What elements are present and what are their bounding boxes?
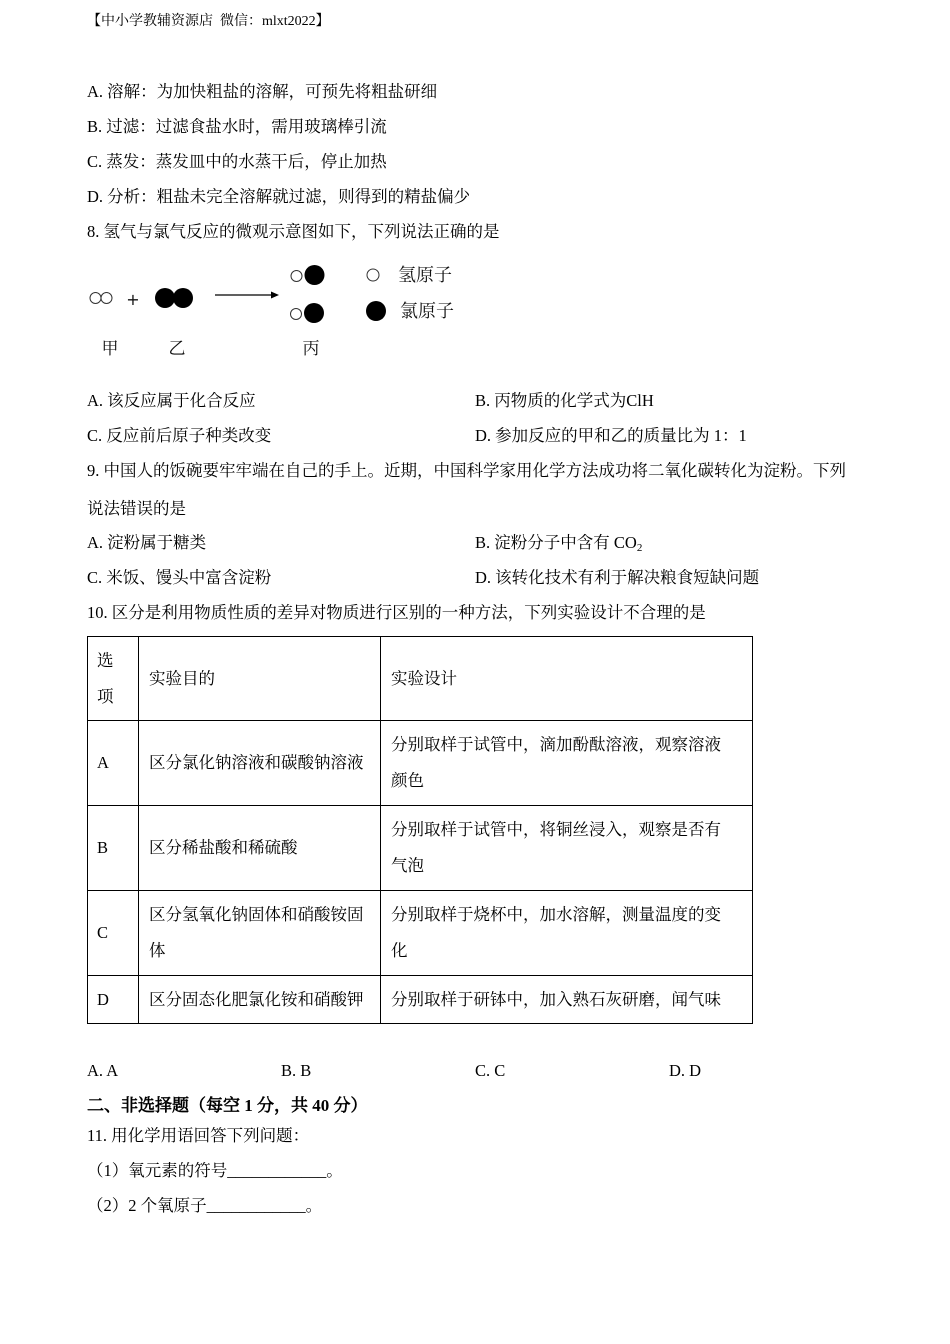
diagram-legend [366,265,454,322]
option-text: D [97,989,109,1009]
header-purpose-text: 实验目的 [149,668,215,688]
header-option-line-1: 选 [97,650,114,670]
chlorine-atom-circle [304,303,324,323]
table-row [88,806,753,891]
header-cell-option [88,637,139,721]
q10-option-d: D. D [669,1061,702,1080]
q8-option-a: A. 该反应属于化合反应 [87,391,256,410]
header-design-text: 实验设计 [391,668,457,688]
design-line: 分别取样于试管中，滴加酚酞溶液，观察溶液 [391,735,721,754]
chlorine-atom-circle [173,288,193,308]
option-text: B [97,838,109,857]
design-line: 颜色 [391,771,424,790]
hydrogen-atom-circle [90,293,101,304]
q7-option-b: B. 过滤：过滤食盐水时，需用玻璃棒引流 [87,117,387,136]
legend-chlorine-label: 氯原子 [400,301,454,322]
arrow-head [271,292,279,299]
q10-stem: 10. 区分是利用物质性质的差异对物质进行区别的一种方法，下列实验设计不合理的是 [87,603,706,622]
q9-option-d: D. 该转化技术有利于解决粮食短缺问题 [475,568,760,587]
table-row [88,721,753,806]
cell-purpose [139,806,381,891]
cell-purpose [139,721,381,806]
reactant-jia-molecule [90,293,112,304]
q11-part-2: （2）2 个氧原子____________。 [87,1196,323,1215]
reaction-arrow [215,292,279,299]
cell-purpose [139,891,381,976]
design-line: 分别取样于研钵中，加入熟石灰研磨，闻气味 [391,989,721,1009]
chlorine-atom-circle [155,288,175,308]
legend-hydrogen-icon [367,269,379,281]
q8-stem: 8. 氢气与氯气反应的微观示意图如下，下列说法正确的是 [87,222,500,241]
q11-stem: 11. 用化学用语回答下列问题： [87,1126,310,1145]
q10-option-a: A. A [87,1061,119,1080]
table-row [88,891,753,976]
cell-option [88,891,139,976]
purpose-line: 体 [149,941,166,960]
header-option-line-2: 项 [97,686,114,706]
plus-sign: + [126,290,140,309]
design-line: 化 [391,941,408,960]
cell-option [88,976,139,1024]
cell-design [381,976,753,1024]
chlorine-atom-circle [305,265,325,285]
cell-design [381,891,753,976]
hydrogen-atom-circle [291,271,302,282]
label-bing: 丙 [302,339,320,359]
page-header: 【中小学教辅资源店 微信：mlxt2022】 [87,14,330,29]
reactant-yi-molecule [155,288,193,308]
table-row [88,976,753,1024]
purpose-line: 区分稀盐酸和稀硫酸 [149,838,298,857]
product-bing-molecule-bottom [291,303,325,323]
q8-option-d: D. 参加反应的甲和乙的质量比为 1：1 [475,426,747,445]
product-bing-molecule-top [291,265,325,285]
q9-option-b [475,533,642,553]
table-header-row [88,637,753,721]
q11-part-1: （1）氧元素的符号____________。 [87,1161,343,1180]
design-line: 分别取样于试管中，将铜丝浸入，观察是否有 [391,820,721,839]
q9-option-b-subscript: 2 [636,542,643,554]
option-text: A [97,753,109,772]
legend-chlorine-icon [366,301,386,321]
q8-option-b: B. 丙物质的化学式为ClH [475,391,654,410]
hydrogen-atom-circle [101,293,112,304]
purpose-line: 区分氢氧化钠固体和硝酸铵固 [149,905,364,924]
legend-hydrogen-label: 氢原子 [398,265,452,286]
q9-option-c: C. 米饭、馒头中富含淀粉 [87,568,272,587]
label-yi: 乙 [168,339,186,359]
design-line: 分别取样于烧杯中，加水溶解，测量温度的变 [391,905,721,924]
label-jia: 甲 [101,339,119,359]
cell-design [381,806,753,891]
q8-option-c: C. 反应前后原子种类改变 [87,426,272,445]
cell-purpose [139,976,381,1024]
section-heading: 二、非选择题（每空 1 分，共 40 分） [87,1096,368,1115]
experiment-table [87,636,753,1024]
reaction-diagram [85,255,465,365]
q9-option-b-text: B. 淀粉分子中含有 CO [475,533,637,552]
hydrogen-atom-circle [291,309,302,320]
purpose-line: 区分氯化钠溶液和碳酸钠溶液 [149,753,364,772]
q7-option-a: A. 溶解：为加快粗盐的溶解，可预先将粗盐研细 [87,82,438,101]
cell-design [381,721,753,806]
header-cell-purpose [139,637,381,721]
purpose-line: 区分固态化肥氯化铵和硝酸钾 [149,989,364,1009]
header-cell-design [381,637,753,721]
q9-stem-line-2: 说法错误的是 [87,499,186,518]
q9-stem-line-1: 9. 中国人的饭碗要牢牢端在自己的手上。近期，中国科学家用化学方法成功将二氧化碳转化为淀粉。下列 [87,461,846,480]
cell-option [88,806,139,891]
q9-option-a: A. 淀粉属于糖类 [87,533,207,552]
q7-option-c: C. 蒸发：蒸发皿中的水蒸干后，停止加热 [87,152,387,171]
q10-option-b: B. B [281,1061,312,1080]
design-line: 气泡 [391,856,424,875]
q7-option-d: D. 分析：粗盐未完全溶解就过滤，则得到的精盐偏少 [87,187,471,206]
option-text: C [97,923,109,942]
q10-option-c: C. C [475,1061,506,1080]
cell-option [88,721,139,806]
